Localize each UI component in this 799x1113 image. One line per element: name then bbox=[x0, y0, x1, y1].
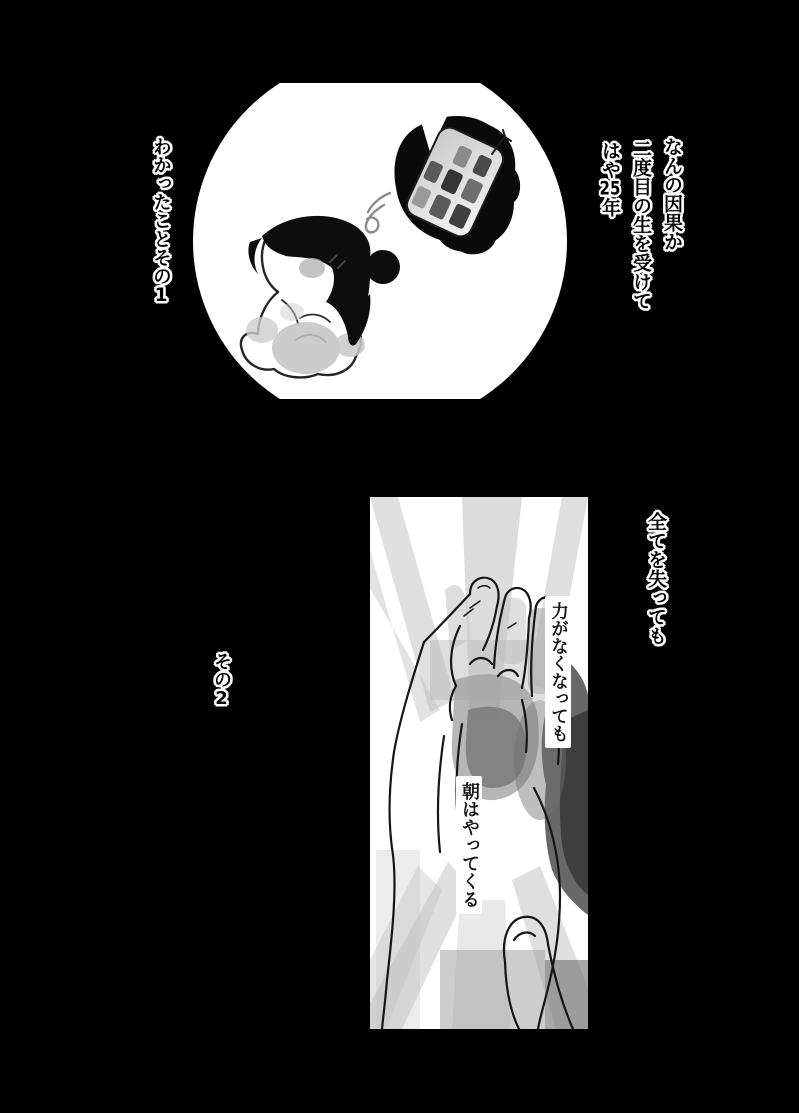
circle-panel bbox=[193, 54, 567, 428]
caption-lesson-1-number: 1 bbox=[150, 285, 172, 306]
caption-karma: なんの因果か bbox=[661, 137, 683, 251]
caption-25-years-pre: はや bbox=[599, 141, 621, 179]
caption-lesson-2-text: その bbox=[211, 652, 232, 688]
caption-25-years-number: 25 bbox=[599, 179, 621, 198]
speech-strip-no-strength: 力がなくなっても bbox=[545, 596, 571, 748]
caption-lesson-1 bbox=[151, 137, 170, 306]
caption-lesson-2 bbox=[212, 652, 230, 709]
caption-lesson-1-text: わかったことその bbox=[150, 137, 172, 285]
caption-25-years bbox=[600, 141, 619, 217]
caption-25-years-post: 年 bbox=[599, 198, 621, 217]
caption-second-life: 二度目の生を受けて bbox=[630, 139, 652, 310]
caption-lesson-2-number: 2 bbox=[211, 688, 232, 709]
hand-panel bbox=[356, 497, 588, 1030]
caption-lose-everything: 全てを失っても bbox=[645, 512, 667, 645]
speech-strip-morning-comes: 朝はやってくる bbox=[456, 776, 482, 914]
